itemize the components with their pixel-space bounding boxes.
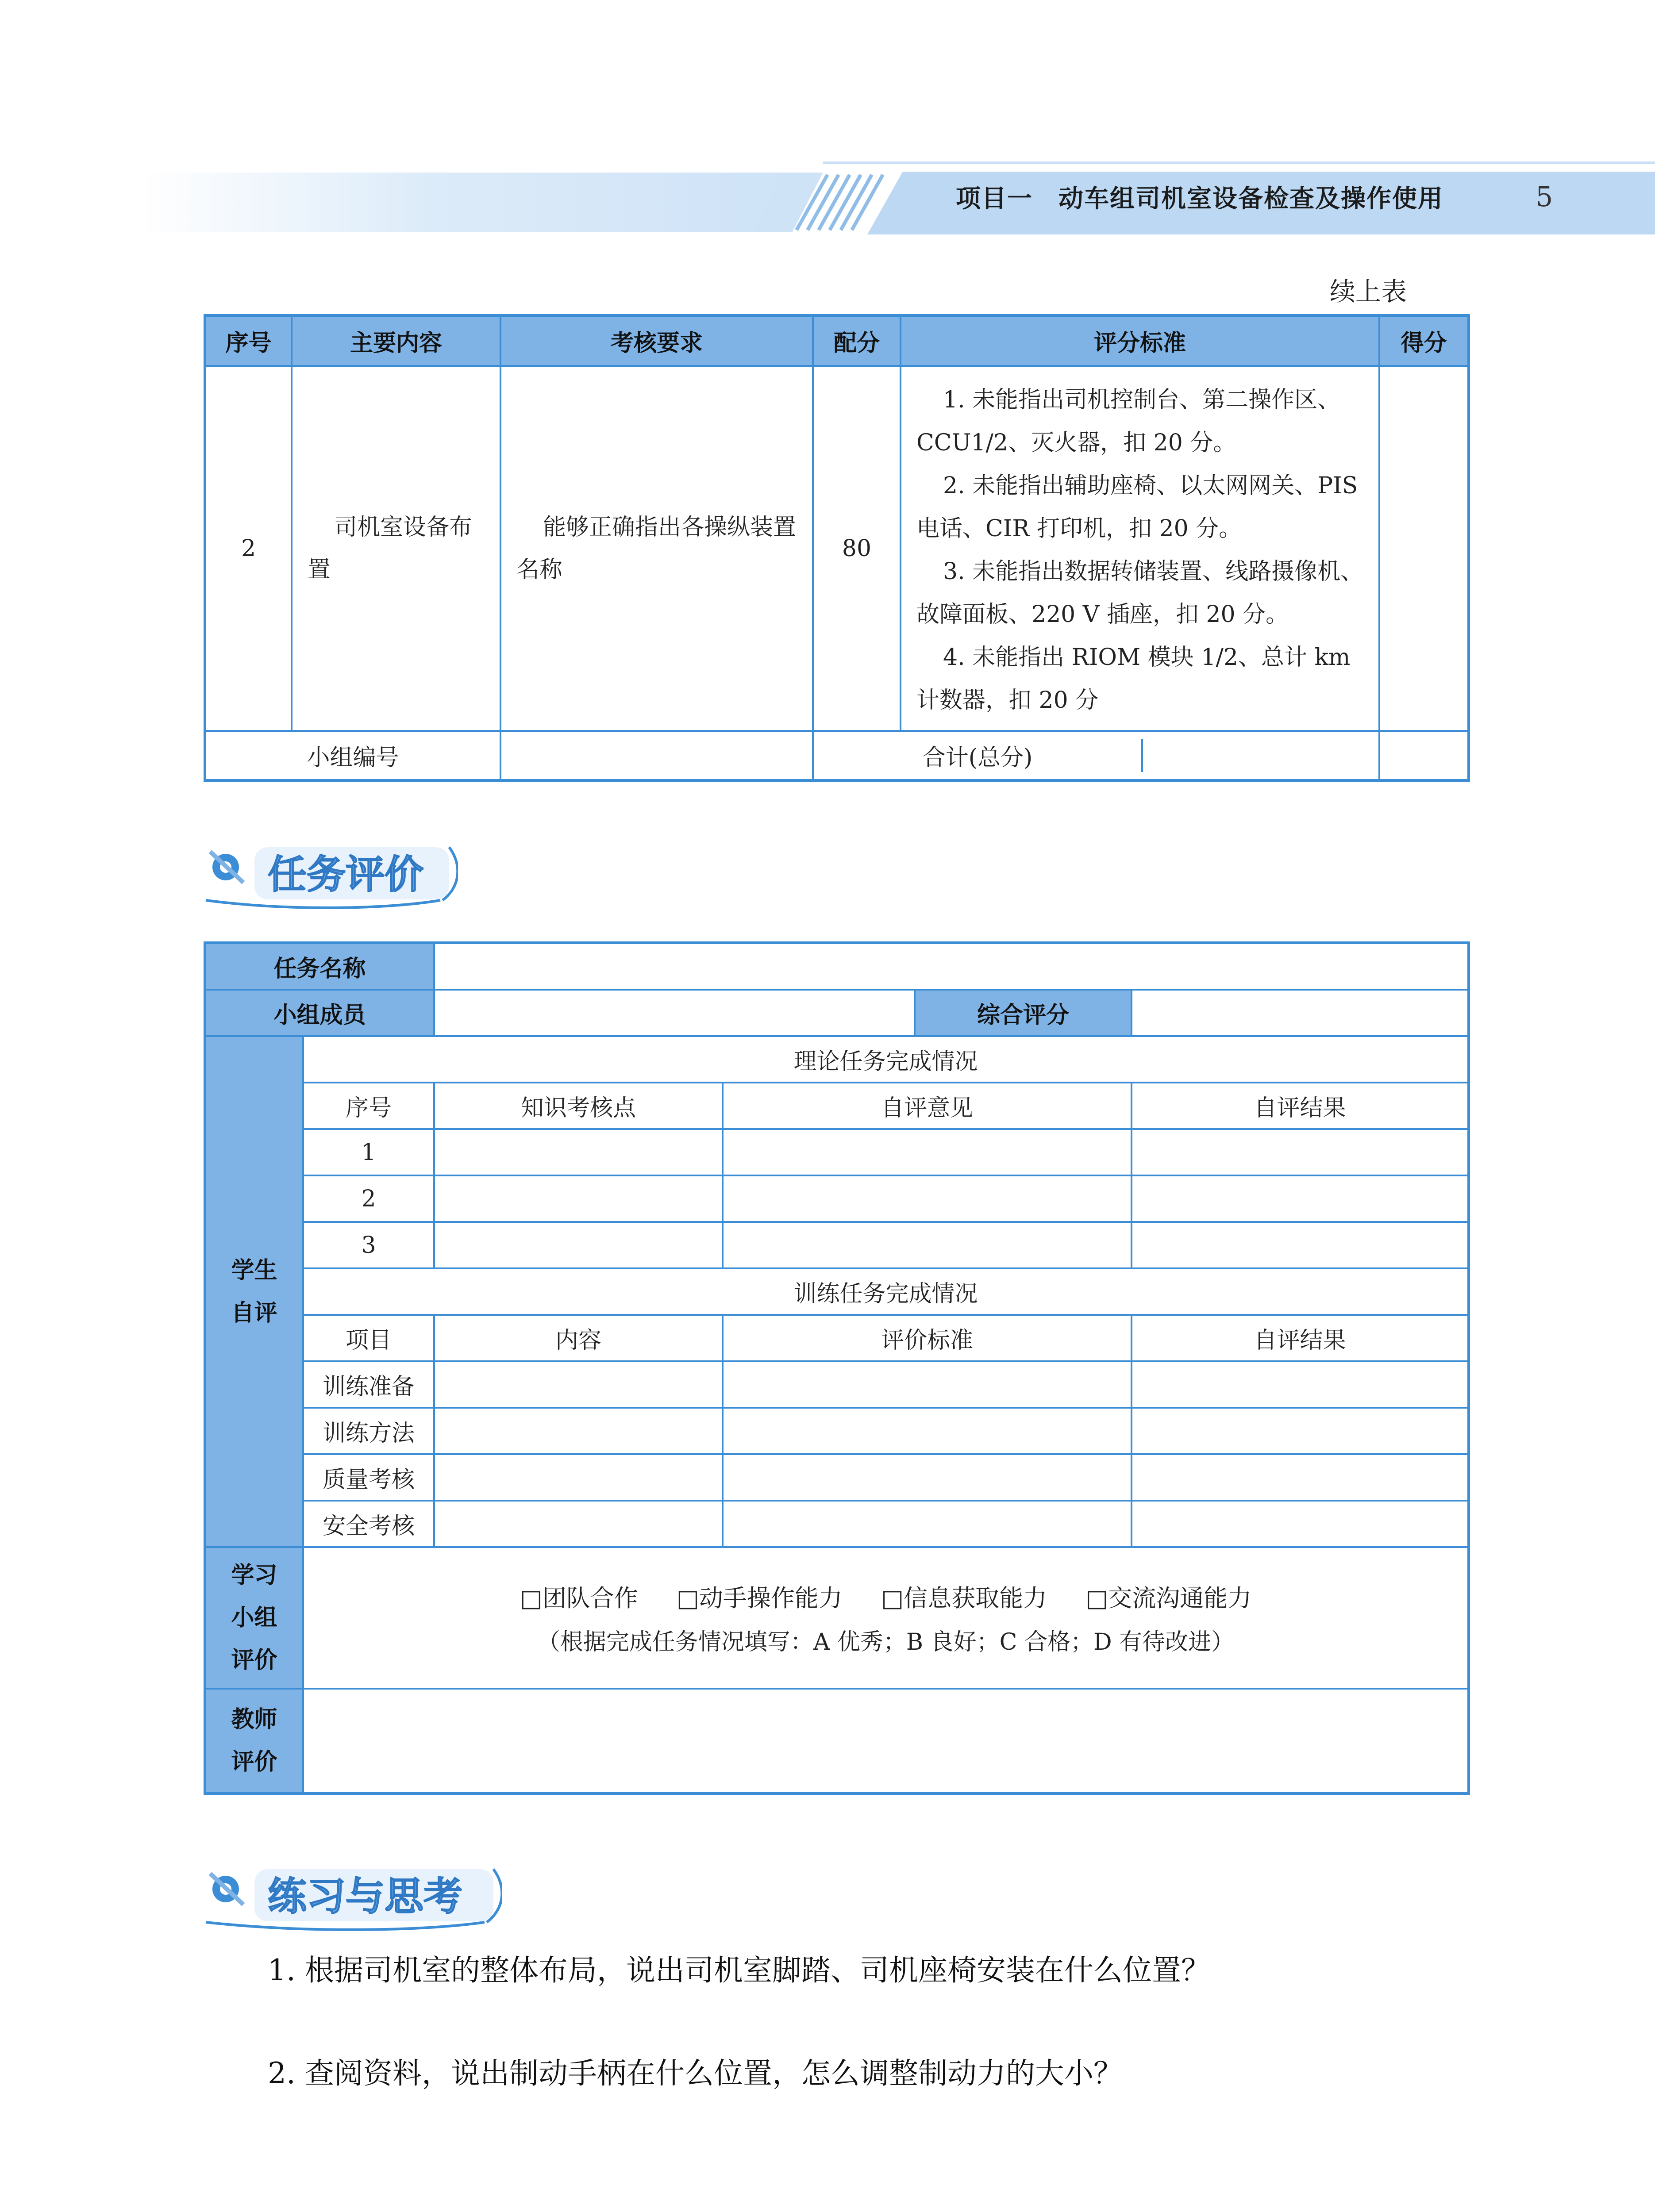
teacher-eval-label: 教师 评价	[205, 1689, 303, 1793]
header-title: 项目一 动车组司机室设备检查及操作使用	[956, 184, 1443, 213]
training-title: 训练任务完成情况	[303, 1268, 1469, 1315]
table-row	[205, 1408, 1469, 1454]
training-cell[interactable]	[723, 1501, 1132, 1547]
practice-title: 练习与思考	[268, 1874, 463, 1919]
training-cell[interactable]	[723, 1408, 1132, 1454]
training-row-label: 训练方法	[303, 1408, 434, 1454]
training-cell[interactable]	[434, 1361, 723, 1408]
score-table	[204, 314, 1470, 782]
group-eval-cell	[303, 1547, 1469, 1689]
training-cell[interactable]	[434, 1454, 723, 1501]
theory-cell[interactable]	[434, 1129, 723, 1175]
row-content: 司机室设备布置	[292, 366, 500, 731]
members-field[interactable]	[434, 990, 915, 1036]
question-2: 2. 查阅资料，说出制动手柄在什么位置，怎么调整制动力的大小？	[268, 2056, 1123, 2090]
training-header: 项目	[303, 1315, 434, 1361]
teacher-eval-field[interactable]	[303, 1689, 1469, 1793]
theory-row-no: 2	[303, 1175, 434, 1222]
theory-cell[interactable]	[1132, 1222, 1469, 1268]
training-cell[interactable]	[434, 1408, 723, 1454]
total-score-cell[interactable]	[1379, 731, 1469, 780]
table-row	[205, 1175, 1469, 1222]
training-cell[interactable]	[1132, 1454, 1469, 1501]
self-eval-label: 学生 自评	[205, 1036, 303, 1547]
table-row	[205, 1361, 1469, 1408]
training-cell[interactable]	[723, 1454, 1132, 1501]
group-number-cell[interactable]	[500, 731, 813, 780]
row-no: 2	[205, 366, 292, 731]
theory-cell[interactable]	[1132, 1129, 1469, 1175]
checkbox-communication[interactable]: □交流沟通能力	[1085, 1584, 1252, 1612]
criteria-item: 3. 未能指出数据转储装置、线路摄像机、故障面板、220 V 插座，扣 20 分。	[916, 558, 1364, 628]
theory-cell[interactable]	[723, 1129, 1132, 1175]
total-split	[813, 731, 1379, 780]
theory-row-no: 1	[303, 1129, 434, 1175]
col-header-points: 配分	[813, 315, 901, 366]
col-header-score: 得分	[1379, 315, 1469, 366]
col-header-no: 序号	[205, 315, 292, 366]
table-row	[205, 1501, 1469, 1547]
training-cell[interactable]	[1132, 1361, 1469, 1408]
training-row-label: 训练准备	[303, 1361, 434, 1408]
training-row-label: 安全考核	[303, 1501, 434, 1547]
task-name-label: 任务名称	[205, 943, 434, 990]
total-label: 合计(总分)	[814, 739, 1143, 772]
total-score-cell-a[interactable]	[1143, 739, 1378, 772]
group-number-label: 小组编号	[205, 731, 500, 780]
training-cell[interactable]	[434, 1501, 723, 1547]
checkbox-teamwork[interactable]: □团队合作	[520, 1584, 638, 1612]
training-header: 评价标准	[723, 1315, 1132, 1361]
table-row	[205, 1222, 1469, 1268]
criteria-item: 4. 未能指出 RIOM 模块 1/2、总计 km 计数器，扣 20 分	[916, 644, 1351, 714]
group-eval-label: 学习 小组 评价	[205, 1547, 303, 1689]
col-header-criteria: 评分标准	[901, 315, 1379, 366]
criteria-item: 2. 未能指出辅助座椅、以太网网关、PIS 电话、CIR 打印机，扣 20 分。	[916, 472, 1358, 542]
group-options	[304, 1579, 1467, 1613]
training-cell[interactable]	[723, 1361, 1132, 1408]
task-eval-table	[204, 941, 1470, 1795]
overall-score-label: 综合评分	[915, 990, 1132, 1036]
theory-title: 理论任务完成情况	[303, 1036, 1469, 1083]
page-number: 5	[1536, 180, 1553, 213]
checkbox-hands-on[interactable]: □动手操作能力	[676, 1584, 843, 1612]
training-row-label: 质量考核	[303, 1454, 434, 1501]
row-points: 80	[813, 366, 901, 731]
row-criteria	[901, 366, 1379, 731]
theory-cell[interactable]	[723, 1222, 1132, 1268]
col-header-content: 主要内容	[292, 315, 500, 366]
training-header: 自评结果	[1132, 1315, 1469, 1361]
task-name-field[interactable]	[434, 943, 1469, 990]
theory-header: 知识考核点	[434, 1083, 723, 1129]
overall-score-field[interactable]	[1132, 990, 1469, 1036]
training-cell[interactable]	[1132, 1501, 1469, 1547]
task-eval-title: 任务评价	[268, 852, 424, 897]
group-eval-note: （根据完成任务情况填写：A 优秀；B 良好；C 合格；D 有待改进）	[537, 1629, 1235, 1655]
theory-header: 自评结果	[1132, 1083, 1469, 1129]
practice-banner	[201, 1856, 502, 1936]
theory-cell[interactable]	[723, 1175, 1132, 1222]
row-score-cell[interactable]	[1379, 366, 1469, 731]
theory-cell[interactable]	[1132, 1175, 1469, 1222]
theory-row-no: 3	[303, 1222, 434, 1268]
continued-label: 续上表	[1330, 276, 1407, 307]
training-header: 内容	[434, 1315, 723, 1361]
task-eval-banner	[201, 834, 458, 914]
checkbox-info-gathering[interactable]: □信息获取能力	[881, 1584, 1047, 1612]
row-requirement: 能够正确指出各操纵装置名称	[500, 366, 813, 731]
members-label: 小组成员	[205, 990, 434, 1036]
training-cell[interactable]	[1132, 1408, 1469, 1454]
question-1: 1. 根据司机室的整体布局，说出司机室脚踏、司机座椅安装在什么位置？	[268, 1953, 1210, 1987]
theory-cell[interactable]	[434, 1222, 723, 1268]
table-row	[205, 366, 1469, 731]
theory-header: 自评意见	[723, 1083, 1132, 1129]
table-row	[205, 1454, 1469, 1501]
table-row	[205, 1129, 1469, 1175]
theory-header: 序号	[303, 1083, 434, 1129]
theory-cell[interactable]	[434, 1175, 723, 1222]
col-header-requirement: 考核要求	[500, 315, 813, 366]
criteria-item: 1. 未能指出司机控制台、第二操作区、CCU1/2、灭火器，扣 20 分。	[916, 386, 1341, 456]
